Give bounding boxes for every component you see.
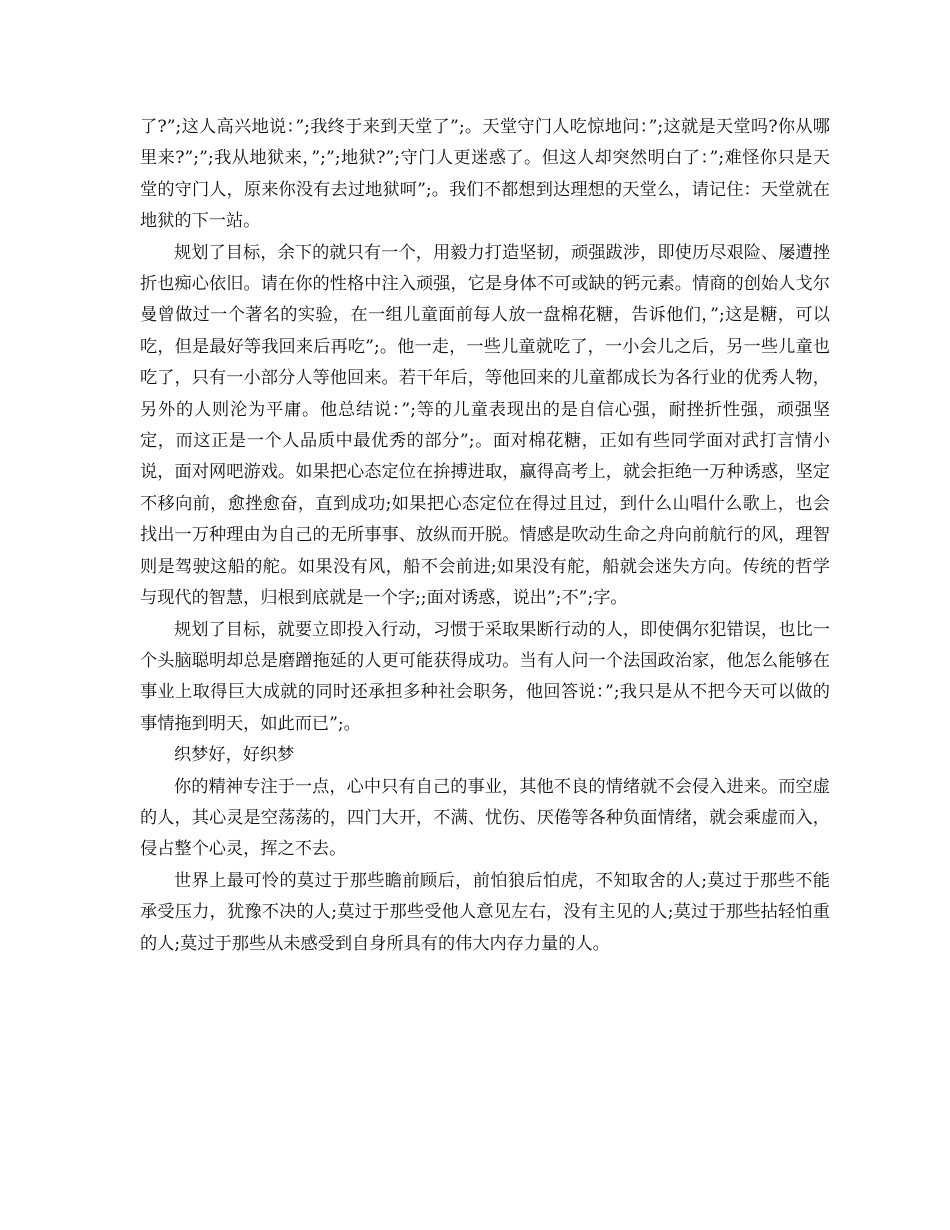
paragraph-indecision: 世界上最可怜的莫过于那些瞻前顾后，前怕狼后怕虎，不知取舍的人;莫过于那些不能承受压力，犹豫不决的人;莫过于那些受他人意见左右，没有主见的人;莫过于那些拈轻怕重的人;莫过于那些从未感受到自身所具有的伟大内存力量的人。 [140, 870, 830, 954]
paragraph-focus: 你的精神专注于一点，心中只有自己的事业，其他不良的情绪就不会侵入进来。而空虚的人，其心灵是空荡荡的，四门大开，不满、忧伤、厌倦等各种负面情绪，就会乘虚而入，侵占整个心灵，挥之不去。 [140, 776, 830, 860]
document-page [140, 112, 830, 960]
paragraph-heaven-story: 了?”;这人高兴地说：”;我终于来到天堂了”;。天堂守门人吃惊地问：”;这就是天堂吗?你从哪里来?”;”;我从地狱来，”;”;地狱?”;守门人更迷惑了。但这人却突然明白了：”;难怪你只是天堂的守门人，原来你没有去过地狱呵”;。我们不都想到达理想的天堂么，请记住：天堂就在地狱的下一站。 [140, 117, 830, 232]
paragraph-watermark-line: 织梦好，好织梦 [174, 745, 295, 766]
paragraph-perseverance: 规划了目标，余下的就只有一个，用毅力打造坚韧，顽强跋涉，即使历尽艰险、屡遭挫折也痴心依旧。请在你的性格中注入顽强，它是身体不可或缺的钙元素。情商的创始人戈尔曼曾做过一个著名的实验，在一组儿童面前每人放一盘棉花糖，告诉他们，”;这是糖，可以吃，但是最好等我回来后再吃”;。他一走，一些儿童就吃了，一小会儿之后，另一些儿童也吃了，只有一小部分人等他回来。若干年后，等他回来的儿童都成长为各行业的优秀人物，另外的人则沦为平庸。他总结说：”;等的儿童表现出的是自信心强，耐挫折性强，顽强坚定，而这正是一个人品质中最优秀的部分”;。面对棉花糖，正如有些同学面对武打言情小说，面对网吧游戏。如果把心态定位在拚搏进取，赢得高考上，就会拒绝一万种诱惑，坚定不移向前，愈挫愈奋，直到成功;如果把心态定位在得过且过，到什么山唱什么歌上，也会找出一万种理由为自己的无所事事、放纵而开脱。情感是吹动生命之舟向前航行的风，理智则是驾驶这船的舵。如果没有风，船不会前进;如果没有舵，船就会迷失方向。传统的哲学与现代的智慧，归根到底就是一个字;;面对诱惑，说出”;不”;字。 [140, 242, 830, 609]
paragraph-action: 规划了目标，就要立即投入行动，习惯于采取果断行动的人，即使偶尔犯错误，也比一个头脑聪明却总是磨蹭拖延的人更可能获得成功。当有人问一个法国政治家，他怎么能够在事业上取得巨大成就的同时还承担多种社会职务，他回答说：”;我只是从不把今天可以做的事情拖到明天，如此而已”;。 [140, 619, 830, 734]
